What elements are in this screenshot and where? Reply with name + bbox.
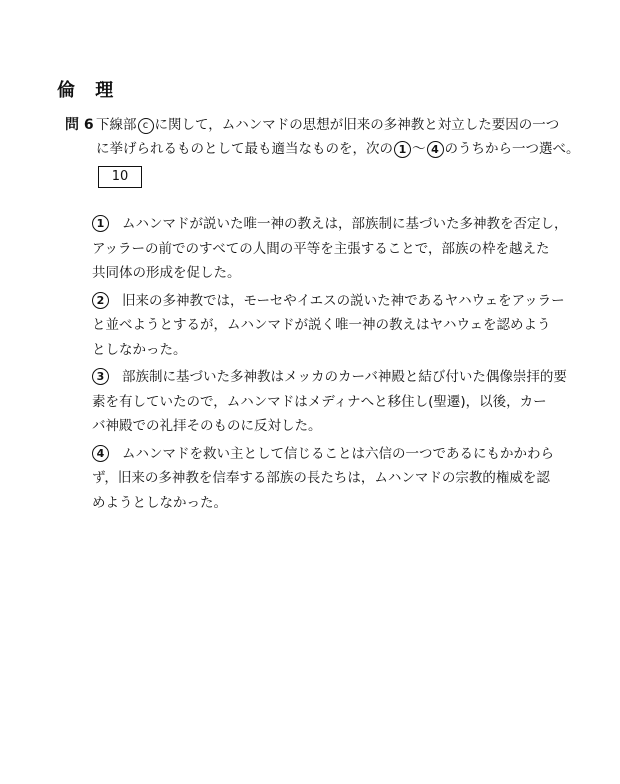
- answer-box: 10: [98, 166, 142, 188]
- option-1: [88, 212, 568, 286]
- option-number: 4: [92, 445, 109, 462]
- option-number: 2: [92, 292, 109, 309]
- question-number: 問 6: [65, 117, 94, 133]
- choice-ref-start: 1: [394, 141, 411, 158]
- option-number: 1: [92, 215, 109, 232]
- answer-options: [88, 212, 568, 518]
- option-3: [88, 365, 567, 439]
- choice-ref-end: 4: [427, 141, 444, 158]
- option-text: ムハンマドを救い主として信じることは六信の一つであるにもかかわら ず，旧来の多神教を信奉する部族の長たちは，ムハンマドの宗教的権威を認 めようとしなかった。: [92, 445, 554, 511]
- option-number: 3: [92, 368, 109, 385]
- option-text: ムハンマドが説いた唯一神の教えは，部族制に基づいた多神教を否定し， アッラーの前でのすべての人間の平等を主張することで，部族の枠を越えた 共同体の形成を促した。: [92, 216, 568, 281]
- subject-heading: 倫 理: [57, 80, 121, 101]
- question-text: [96, 113, 580, 161]
- option-2: [88, 289, 565, 363]
- option-text: 旧来の多神教では，モーセやイエスの説いた神であるヤハウェをアッラー と並べようとするが，ムハンマドが説く唯一神の教えはヤハウェを認めよう としなかった。: [92, 292, 565, 358]
- question-line-1: 下線部 c に関して，ムハンマドの思想が旧来の多神教と対立した要因の一つ: [96, 117, 560, 133]
- option-4: [88, 442, 554, 516]
- option-text: 部族制に基づいた多神教はメッカのカーバ神殿と結び付いた偶像崇拝的要 素を有していたので，ムハンマドはメディナへと移住し(聖遷)，以後，カー バ神殿での礼拝そのものに反対した。: [92, 369, 567, 434]
- question-line-2: に挙げられるものとして最も適当なものを，次の 1 〜 4 のうちから一つ選べ。: [96, 141, 580, 157]
- underline-marker-c: c: [138, 118, 154, 134]
